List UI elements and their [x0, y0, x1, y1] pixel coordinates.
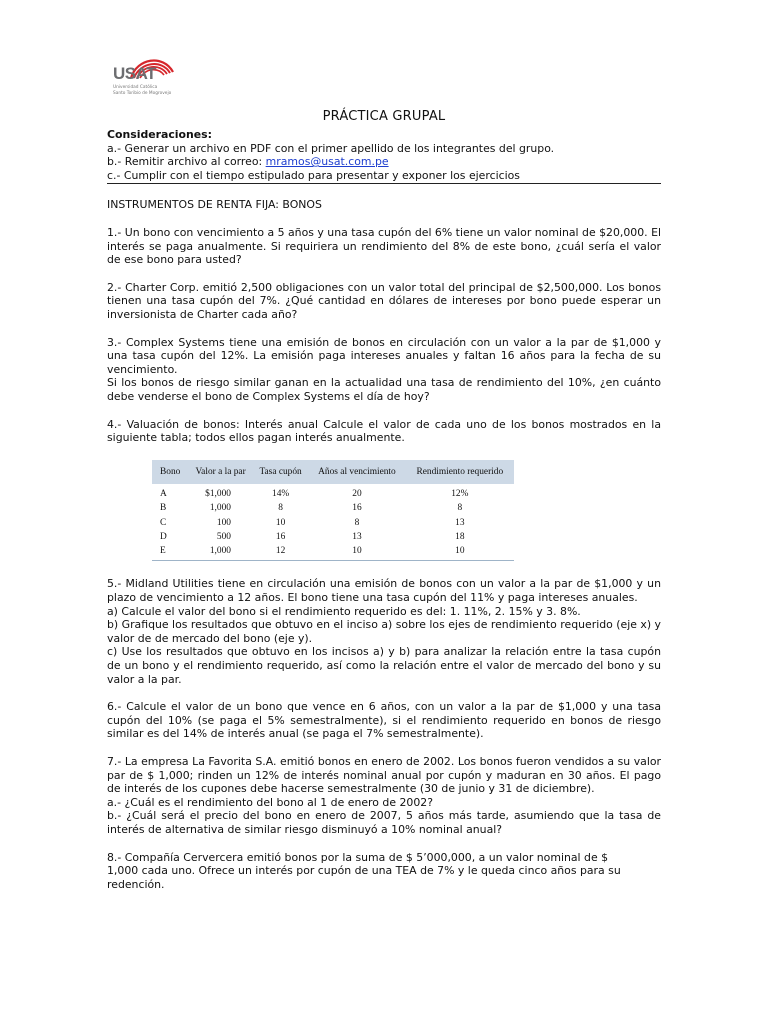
- logo-name: USAT: [113, 64, 157, 83]
- exercise-7-a: a.- ¿Cuál es el rendimiento del bono al 1 de enero de 2002?: [107, 795, 433, 809]
- cell-tasa-cupon: 12: [253, 544, 308, 561]
- exercise-1: 1.- Un bono con vencimiento a 5 años y una tasa cupón del 6% tiene un valor nominal de $20,000. El interés se paga anualmente. Si requiriera un rendimiento del 8% de este bono, ¿cuál sería el valor de ese bono para usted?: [107, 225, 661, 267]
- exercise-5-intro: 5.- Midland Utilities tiene en circulación una emisión de bonos con un valor a la par de $1,000 y un plazo de vencimiento a 12 años. El bono tiene una tasa cupón del 11% y paga intereses anuales.: [107, 577, 661, 605]
- table-header-row: [152, 460, 514, 484]
- cell-anos: 13: [352, 531, 362, 542]
- bond-table-wrapper: [152, 460, 514, 562]
- document-body: [107, 108, 661, 891]
- table-row: [152, 530, 514, 544]
- cell-rendimiento: 18: [455, 531, 465, 542]
- consideration-b: [107, 155, 661, 169]
- exercise-8-line-1: 8.- Compañía Cervercera emitió bonos por la suma de $ 5’000,000, a un valor nominal de $: [107, 850, 609, 864]
- header-valor-par: Valor a la par: [195, 466, 246, 477]
- considerations-heading: Consideraciones:: [107, 128, 212, 141]
- exercise-3: [107, 336, 661, 404]
- exercise-5: [107, 577, 661, 686]
- exercise-6: 6.- Calcule el valor de un bono que vence en 6 años, con un valor a la par de $1,000 y una tasa cupón del 10% (se paga el 5% semestralmente), si el rendimiento requerido en bonos de riesgo similar es del 14% de interés anual (se paga el 7% semestralmente).: [107, 700, 661, 741]
- cell-bono: D: [160, 531, 167, 542]
- cell-anos: 8: [354, 517, 360, 528]
- cell-anos: 16: [352, 503, 362, 514]
- exercise-7-intro: 7.- La empresa La Favorita S.A. emitió bonos en enero de 2002. Los bonos fueron vendidos a su valor par de $ 1,000; rinden un 12% de interés nominal anual por cupón y maduran en 30 años. El pago de interés de los cupones debe hacerse semestralmente (30 de junio y 31 de diciembre).: [107, 755, 661, 796]
- cell-valor-par: 500: [216, 531, 231, 542]
- cell-rendimiento: 10: [406, 544, 514, 561]
- section-heading: INSTRUMENTOS DE RENTA FIJA: BONOS: [107, 198, 322, 212]
- cell-anos: 20: [352, 488, 362, 499]
- table-row: [152, 484, 514, 501]
- header-rendimiento: Rendimiento requerido: [416, 466, 504, 477]
- header-tasa-cupon: Tasa cupón: [259, 466, 302, 477]
- exercise-7-b: b.- ¿Cuál será el precio del bono en enero de 2007, 5 años más tarde, asumiendo que la tasa de interés de alternativa de similar riesgo disminuyó a 10% nominal anual?: [107, 809, 661, 836]
- exercise-4: 4.- Valuación de bonos: Interés anual Calcule el valor de cada uno de los bonos mostrados en la siguiente tabla; todos ellos pagan interés anualmente.: [107, 417, 661, 445]
- exercise-3-part-1: 3.- Complex Systems tiene una emisión de bonos en circulación con un valor a la par de $1,000 y una tasa cupón del 12%. La emisión paga intereses anuales y faltan 16 años para la fecha de su vencimiento.: [107, 335, 661, 376]
- divider: [107, 183, 661, 184]
- exercise-5-c: c) Use los resultados que obtuvo en los incisos a) y b) para analizar la relación entre la tasa cupón de un bono y el rendimiento requerido, así como la relación entre el valor de mercado del bono y su valor a la par.: [107, 645, 661, 686]
- exercise-7: [107, 755, 661, 837]
- logo-subtitle-line-1: Universidad Católica: [113, 85, 158, 90]
- cell-rendimiento: 13: [455, 517, 465, 528]
- logo-subtitle-line-2: Santo Toribio de Mogrovejo: [113, 90, 172, 96]
- exercise-8-line-3: redención.: [107, 877, 165, 891]
- cell-valor-par: 1,000: [188, 544, 253, 561]
- cell-valor-par: 100: [216, 517, 231, 528]
- exercise-3-part-2: Si los bonos de riesgo similar ganan en la actualidad una tasa de rendimiento del 10%, ¿en cuánto debe venderse el bono de Complex Systems el día de hoy?: [107, 376, 661, 403]
- considerations: [107, 128, 661, 184]
- consideration-b-text: b.- Remitir archivo al correo:: [107, 155, 266, 169]
- cell-bono: C: [160, 517, 167, 528]
- table-row: [152, 516, 514, 530]
- cell-tasa-cupon: 14%: [272, 488, 290, 499]
- cell-tasa-cupon: 8: [278, 503, 283, 514]
- cell-valor-par: 1,000: [209, 503, 231, 514]
- page-title: PRÁCTICA GRUPAL: [322, 109, 446, 124]
- email-link[interactable]: mramos@usat.com.pe: [265, 155, 389, 169]
- logo-subtitle: [113, 85, 171, 96]
- header-bono: Bono: [160, 466, 181, 477]
- exercise-8: [107, 851, 661, 892]
- exercise-8-line-2: 1,000 cada uno. Ofrece un interés por cupón de una TEA de 7% y le queda cinco años para su: [107, 864, 621, 878]
- consideration-a: a.- Generar un archivo en PDF con el primer apellido de los integrantes del grupo.: [107, 141, 555, 155]
- cell-tasa-cupon: 16: [275, 531, 286, 542]
- exercise-2: 2.- Charter Corp. emitió 2,500 obligaciones con un valor total del principal de $2,500,000. Los bonos tienen una tasa cupón del 7%. ¿Qué cantidad en dólares de intereses por bono puede esperar un inversionista de Charter cada año?: [107, 280, 661, 321]
- table-row: [152, 501, 514, 515]
- table-row: [152, 544, 514, 561]
- cell-rendimiento: 12%: [451, 488, 469, 499]
- cell-rendimiento: 8: [457, 503, 463, 514]
- consideration-c: c.- Cumplir con el tiempo estipulado para presentar y exponer los ejercicios: [107, 168, 520, 182]
- cell-bono: B: [160, 503, 167, 514]
- usat-logo: [113, 52, 173, 104]
- exercise-5-b: b) Grafique los resultados que obtuvo en el inciso a) sobre los ejes de rendimiento requerido (eje x) y valor de de mercado del bono (eje y).: [107, 618, 662, 645]
- cell-tasa-cupon: 10: [275, 517, 286, 528]
- cell-anos: 10: [308, 544, 405, 561]
- bond-table: [152, 460, 514, 562]
- exercise-5-a: a) Calcule el valor del bono si el rendimiento requerido es del: 1. 11%, 2. 15% y 3. 8%.: [107, 604, 581, 618]
- cell-bono: A: [160, 488, 167, 499]
- header-anos-vencimiento: Años al vencimiento: [318, 466, 396, 477]
- cell-bono: E: [152, 544, 188, 561]
- cell-valor-par: $1,000: [205, 488, 231, 499]
